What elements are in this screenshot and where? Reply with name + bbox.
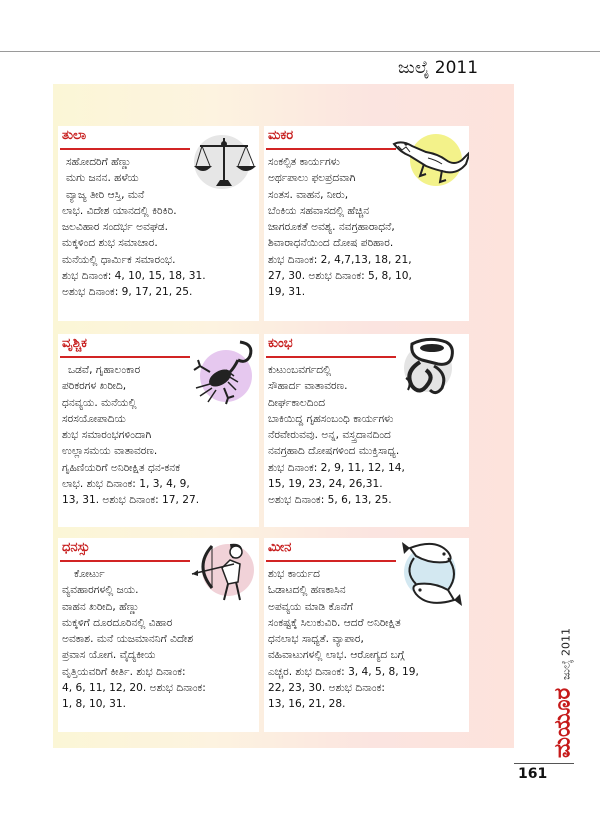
title-underline: [266, 560, 396, 562]
sidebar-issue-date: ಜುಲೈ 2011: [559, 628, 573, 680]
sign-title: ವೃಶ್ಚಿಕ: [62, 336, 87, 351]
water-pot-icon: [398, 334, 464, 400]
magazine-sidebar: [548, 608, 578, 778]
title-underline: [60, 148, 190, 150]
sign-card-sagittarius: [58, 538, 259, 732]
page-number-rule: [514, 763, 574, 764]
title-underline: [266, 148, 396, 150]
title-underline: [60, 560, 190, 562]
page-number: 161: [518, 766, 548, 782]
header-rule: [0, 51, 600, 52]
title-underline: [60, 356, 190, 358]
magazine-logo: ಮಯೂರ: [550, 687, 576, 758]
sign-text: ಶುಭ ಕಾರ್ಯದ ಓಡಾಟದಲ್ಲಿ ಹಣಕಾಸಿನ ಅಪವ್ಯಯ ಮಾಡಿ ಕೊನೆಗೆ ಸಂಕಷ್ಟಕ್ಕೆ ಸಿಲುಕುವಿರಿ. ಆದರೆ ಅನಿರೀಕ್ಷಿತ ಧನಲಾಭ ಸಾಧ್ಯತೆ. ವ್ಯಾಪಾರ, ವಹಿವಾಟುಗಳಲ್ಲಿ ಲಾಭ. ಆರೋಗ್ಯದ ಬಗ್ಗೆ ಎಚ್ಚರ. ಶುಭ ದಿನಾಂಕ: 3, 4, 5, 8, 19, 22, 23, 30. ಅಶುಭ ದಿನಾಂಕ: 13, 16, 21, 28.: [268, 568, 419, 711]
sign-card-libra: [58, 126, 259, 321]
sign-text: ಕೋರ್ಟು ವ್ಯವಹಾರಗಳಲ್ಲಿ ಜಯ. ವಾಹನ ಖರೀದಿ, ಹೆಣ್ಣು ಮಕ್ಕಳಿಗೆ ದೂರದೂರಿನಲ್ಲಿ ವಿಹಾರ ಅವಕಾಶ. ಮನೆ ಯಜಮಾನನಿಗೆ ವಿದೇಶ ಪ್ರವಾಸ ಯೋಗ. ವೈದ್ಯಕೀಯ ವೃತ್ತಿಯವರಿಗೆ ಕೀರ್ತಿ. ಶುಭ ದಿನಾಂಕ: 4, 6, 11, 12, 20. ಅಶುಭ ದಿನಾಂಕ: 1, 8, 10, 31.: [62, 568, 206, 711]
sign-title: ಧನಸ್ಸು: [62, 540, 90, 555]
sign-title: ಕುಂಭ: [268, 336, 293, 351]
sign-card-pisces: [264, 538, 469, 732]
sign-text: ಕುಟುಂಬವರ್ಗದಲ್ಲಿ ಸೌಹಾರ್ದ ವಾತಾವರಣ. ದೀರ್ಘಕಾಲದಿಂದ ಬಾಕಿಯಿದ್ದ ಗೃಹಸಂಬಂಧಿ ಕಾರ್ಯಗಳು ನೆರವೇರುವವು. ಅನ್ನ, ವಸ್ತ್ರದಾನದಿಂದ ನವಗ್ರಹಾದಿ ದೋಷಗಳಿಂದ ಮುಕ್ತಿಸಾಧ್ಯ. ಶುಭ ದಿನಾಂಕ: 2, 9, 11, 12, 14, 15, 19, 23, 24, 26,31. ಅಶುಭ ದಿನಾಂಕ: 5, 6, 13, 25.: [268, 364, 405, 507]
sign-text: ಸಂಕಲ್ಪಿತ ಕಾರ್ಯಗಳು ಅರ್ಥಪಾಲು ಫಲಪ್ರದವಾಗಿ ಸಂತಸ. ವಾಹನ, ನೀರು, ಬೆಂಕಿಯ ಸಹವಾಸದಲ್ಲಿ ಹೆಚ್ಚಿನ ಜಾಗರೂಕತೆ ಅವಶ್ಯ. ನವಗ್ರಹಾರಾಧನೆ, ಶಿವಾರಾಧನೆಯಿಂದ ದೋಷ ಪರಿಹಾರ. ಶುಭ ದಿನಾಂಕ: 2, 4,7,13, 18, 21, 27, 30. ಅಶುಭ ದಿನಾಂಕ: 5, 8, 10, 19, 31.: [268, 156, 412, 299]
issue-date: ಜುಲೈ 2011: [398, 58, 479, 78]
sign-card-scorpio: [58, 334, 259, 527]
sign-title: ಮಕರ: [268, 128, 294, 143]
sign-card-capricorn: [264, 126, 469, 321]
sign-title: ತುಲಾ: [62, 128, 87, 143]
sign-title: ಮೀನ: [268, 540, 292, 555]
title-underline: [266, 356, 396, 358]
sign-text: ಸಹೋದರಿಗೆ ಹೆಣ್ಣು ಮಗು ಜನನ. ಹಳೆಯ ವ್ಯಾಜ್ಯ ತೀರಿ ಆಸ್ತಿ, ಮನೆ ಲಾಭ. ವಿದೇಶ ಯಾನದಲ್ಲಿ ಕಿರಿಕಿರಿ. ಜಲವಿಹಾರ ಸಂದರ್ಭ ಅವಘಡ. ಮಕ್ಕಳಿಂದ ಶುಭ ಸಮಾಚಾರ. ಮನೆಯಲ್ಲಿ ಧಾರ್ಮಿಕ ಸಮಾರಂಭ. ಶುಭ ದಿನಾಂಕ: 4, 10, 15, 18, 31. ಅಶುಭ ದಿನಾಂಕ: 9, 17, 21, 25.: [62, 156, 206, 299]
sign-text: ಒಡವೆ, ಗೃಹಾಲಂಕಾರ ಪರಿಕರಗಳ ಖರೀದಿ, ಧನವ್ಯಯ. ಮನೆಯಲ್ಲಿ ಸರಸಯೋಪಾದಿಯ ಶುಭ ಸಮಾರಂಭಗಳಿಂದಾಗಿ ಉಲ್ಲಾಸಮಯ ವಾತಾವರಣ. ಗೃಹಿಣಿಯರಿಗೆ ಅನಿರೀಕ್ಷಿತ ಧನ-ಕನಕ ಲಾಭ. ಶುಭ ದಿನಾಂಕ: 1, 3, 4, 9, 13, 31. ಅಶುಭ ದಿನಾಂಕ: 17, 27.: [62, 364, 200, 507]
sign-card-aquarius: [264, 334, 469, 527]
